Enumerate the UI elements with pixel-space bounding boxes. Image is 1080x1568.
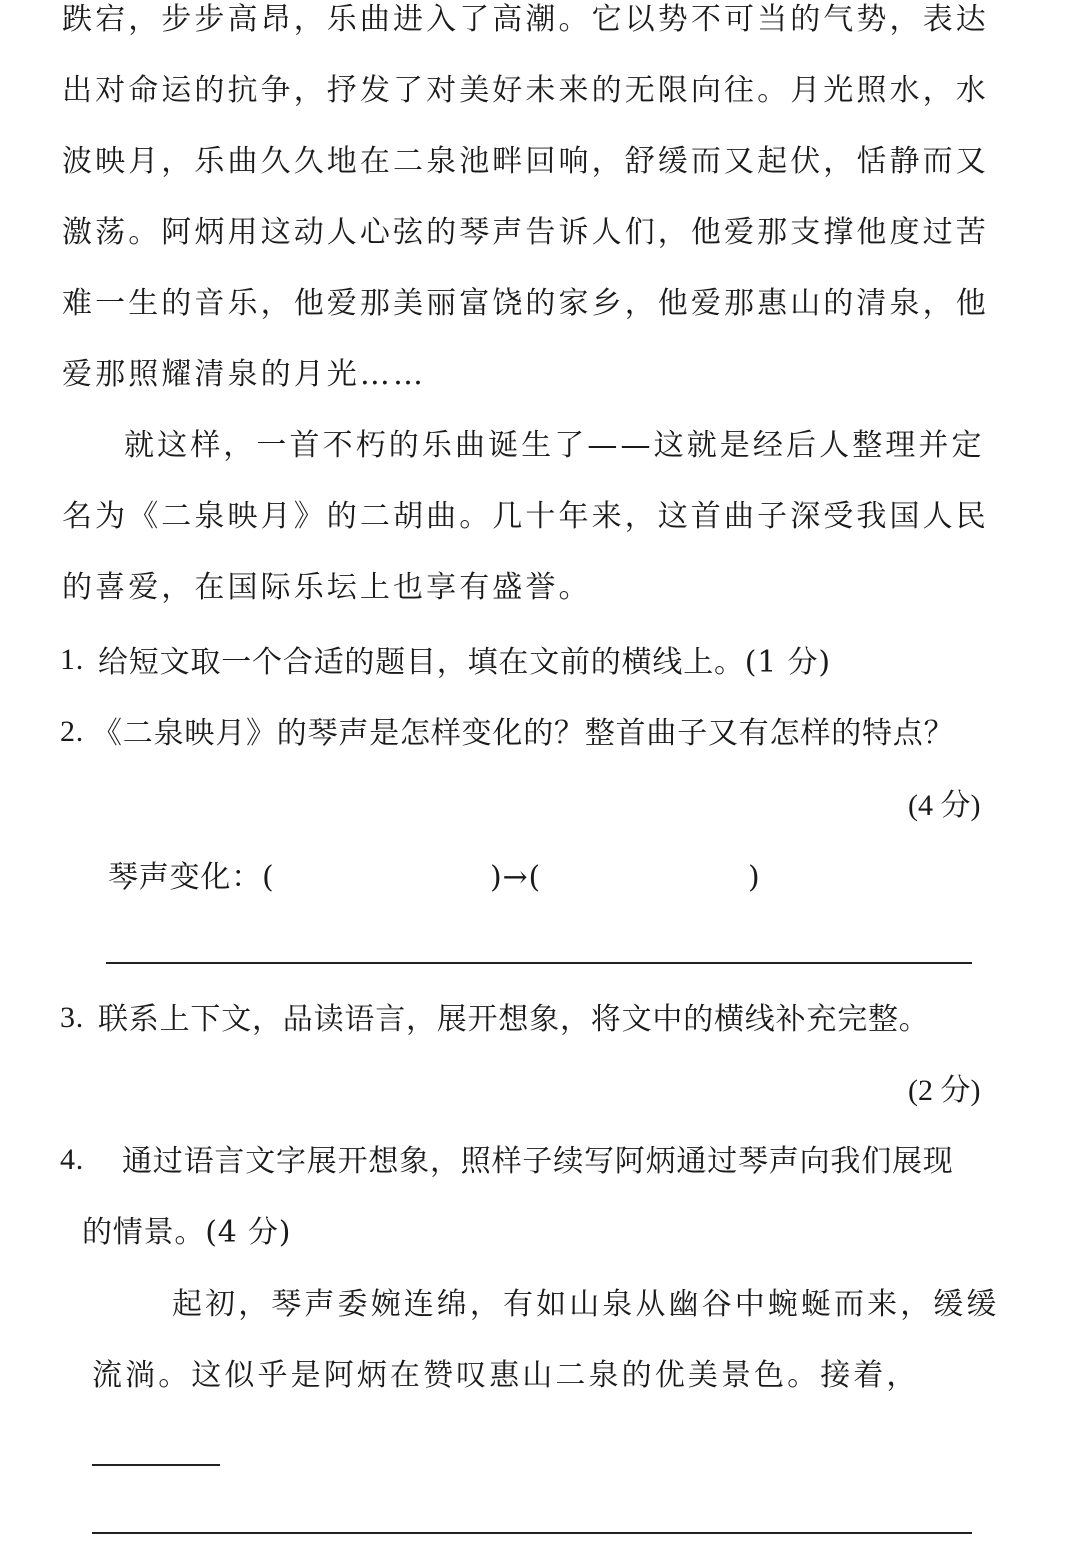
passage-line: 的喜爱，在国际乐坛上也享有盛誉。 (62, 570, 592, 605)
answer-label: 琴声变化：( (108, 860, 275, 895)
passage-line: 就这样，一首不朽的乐曲诞生了——这就是经后人整理并定 (124, 428, 985, 463)
short-answer-line[interactable] (92, 1464, 220, 1466)
question-number: 2. (60, 715, 85, 748)
answer-arrow: )→( (490, 860, 541, 895)
passage-line: 爱那照耀清泉的月光…… (62, 357, 427, 392)
passage-line: 跌宕，步步高昂，乐曲进入了高潮。它以势不可当的气势，表达 (62, 2, 989, 37)
answer-line[interactable] (106, 962, 972, 964)
question-3-score: (2 分) (908, 1074, 981, 1107)
question-4-text: 通过语言文字展开想象，照样子续写阿炳通过琴声向我们展现 (122, 1144, 954, 1179)
question-1-text: 给短文取一个合适的题目，填在文前的横线上。(1 分) (98, 645, 831, 680)
answer-close: ) (748, 860, 761, 895)
example-line: 流淌。这似乎是阿炳在赞叹惠山二泉的优美景色。接着， (92, 1358, 920, 1393)
question-number: 4. (60, 1143, 85, 1176)
question-4-text-cont: 的情景。(4 分) (82, 1215, 292, 1250)
passage-line: 波映月，乐曲久久地在二泉池畔回响，舒缓而又起伏，恬静而又 (62, 144, 989, 179)
question-number: 1. (60, 643, 85, 676)
answer-line[interactable] (92, 1532, 972, 1534)
passage-line: 激荡。阿炳用这动人心弦的琴声告诉人们，他爱那支撑他度过苦 (62, 215, 989, 250)
passage-line: 出对命运的抗争，抒发了对美好未来的无限向往。月光照水，水 (62, 73, 989, 108)
question-2-score: (4 分) (908, 789, 981, 822)
passage-line: 难一生的音乐，他爱那美丽富饶的家乡，他爱那惠山的清泉，他 (62, 286, 989, 321)
question-3-text: 联系上下文，品读语言，展开想象，将文中的横线补充完整。 (98, 1002, 930, 1037)
passage-line: 名为《二泉映月》的二胡曲。几十年来，这首曲子深受我国人民 (62, 499, 989, 534)
question-2-text: 《二泉映月》的琴声是怎样变化的？整首曲子又有怎样的特点？ (92, 716, 955, 751)
question-number: 3. (60, 1001, 85, 1034)
example-line: 起初，琴声委婉连绵，有如山泉从幽谷中蜿蜒而来，缓缓 (172, 1287, 1000, 1322)
